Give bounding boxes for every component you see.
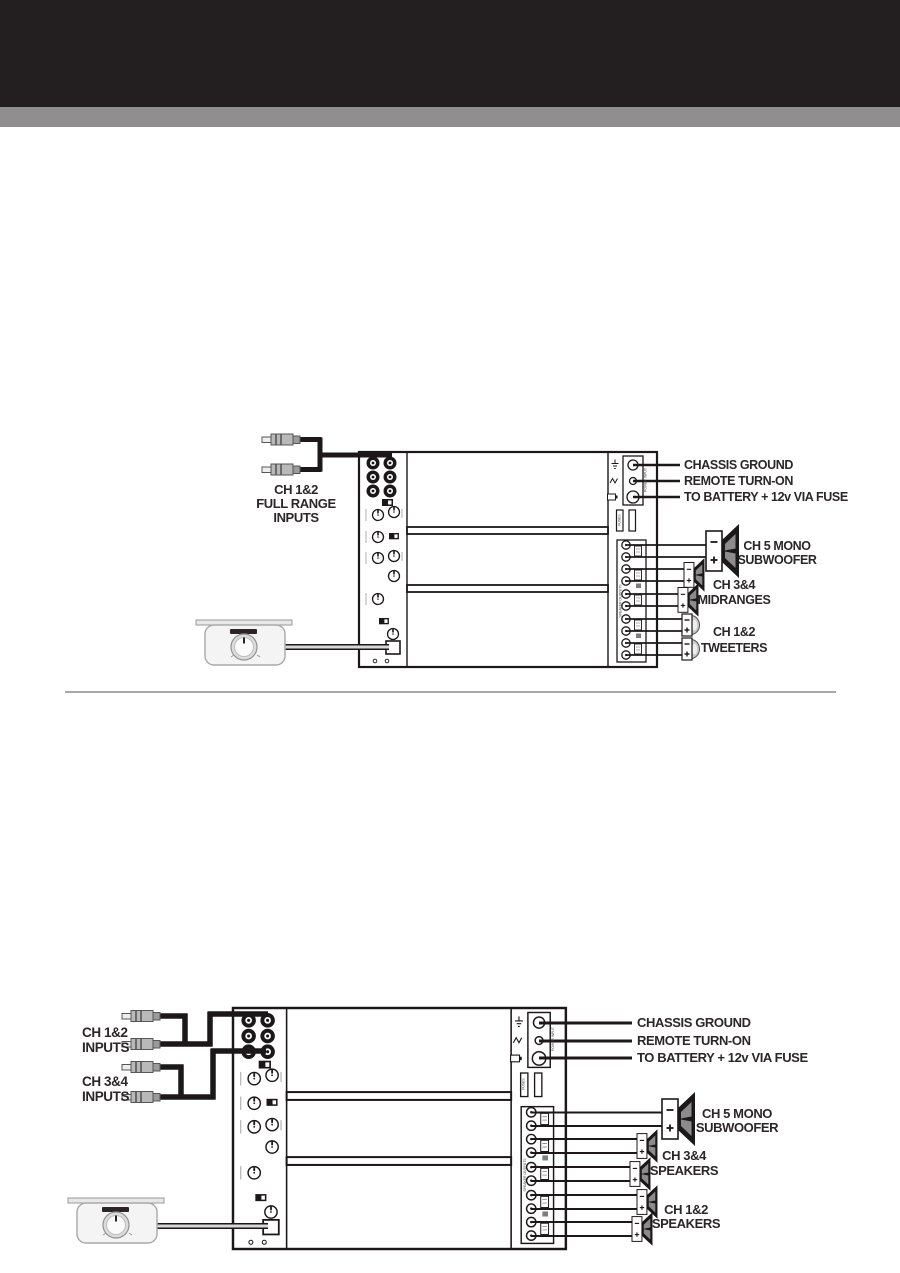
ch34-label-line2: MIDRANGES (697, 593, 771, 607)
ch5-label-line2: SUBWOOFER (737, 553, 817, 567)
input-label-line2: FULL RANGE (256, 496, 336, 511)
diagram-four-inputs (68, 1008, 808, 1249)
ch34-speaker-2 (630, 1157, 650, 1190)
battery-label: TO BATTERY + 12v VIA FUSE (684, 490, 848, 504)
amplifier-1 (359, 452, 657, 667)
remote-turn-on-label: REMOTE TURN-ON (684, 474, 793, 488)
ch12-label-line1: CH 1&2 (712, 625, 756, 639)
ch5-label-line1: CH 5 MONO (701, 1106, 773, 1121)
ch34-input-label-line2: INPUTS (82, 1089, 130, 1104)
remote-turn-on-label: REMOTE TURN-ON (637, 1033, 751, 1048)
speaker-outputs-panel-label: SPEAKER OUTPUTS (618, 584, 623, 618)
amplifier-2 (233, 1008, 566, 1249)
fuse-panel-label: FUSES (521, 1078, 526, 1090)
ch12-speaker-2 (632, 1212, 652, 1245)
ch34-label-line1: CH 3&4 (662, 1148, 706, 1163)
speaker-outputs-panel-label: SPEAKER OUTPUTS (523, 1158, 527, 1192)
rca-plug-ch3 (122, 1062, 160, 1073)
chassis-ground-label: CHASSIS GROUND (684, 458, 793, 472)
ch12-input-label-line2: INPUTS (82, 1040, 130, 1055)
chassis-ground-label: CHASSIS GROUND (637, 1015, 751, 1030)
input-label-line1: CH 1&2 (274, 482, 318, 497)
rca-plug-ch1 (262, 434, 300, 445)
midrange-speaker-2 (678, 583, 698, 616)
ch12-label-line1: CH 1&2 (664, 1202, 708, 1217)
ch12-input-label-line1: CH 1&2 (82, 1025, 128, 1040)
ch34-input-label-line1: CH 3&4 (82, 1074, 128, 1089)
bass-remote-2 (68, 1198, 164, 1243)
ch5-label-line1: CH 5 MONO (743, 539, 811, 553)
diagram-full-range-inputs (196, 434, 848, 667)
battery-label: TO BATTERY + 12v VIA FUSE (637, 1050, 808, 1065)
rca-plug-ch2 (262, 464, 300, 475)
power-input-panel-label: POWER INPUT (643, 468, 648, 492)
subwoofer-speaker (662, 1092, 695, 1146)
ch12-speaker-1 (637, 1185, 657, 1218)
input-label-line3: INPUTS (273, 510, 319, 525)
rca-plug-ch1 (122, 1011, 160, 1022)
fuse-panel-label: FUSES (617, 514, 622, 526)
ch34-label-line2: SPEAKERS (649, 1163, 719, 1178)
ch12-label-line2: TWEETERS (700, 641, 768, 655)
ch34-label-line1: CH 3&4 (712, 578, 756, 592)
tweeter-1 (682, 614, 700, 636)
ch34-speaker-1 (637, 1129, 657, 1162)
tweeter-2 (682, 638, 700, 660)
subwoofer-speaker (706, 524, 739, 578)
bass-remote-1 (196, 620, 292, 665)
ch5-label-line2: SUBWOOFER (695, 1120, 779, 1135)
power-input-panel-label: POWER INPUT (551, 1027, 555, 1051)
midrange-speaker-1 (684, 558, 704, 591)
ch12-label-line2: SPEAKERS (651, 1216, 721, 1231)
